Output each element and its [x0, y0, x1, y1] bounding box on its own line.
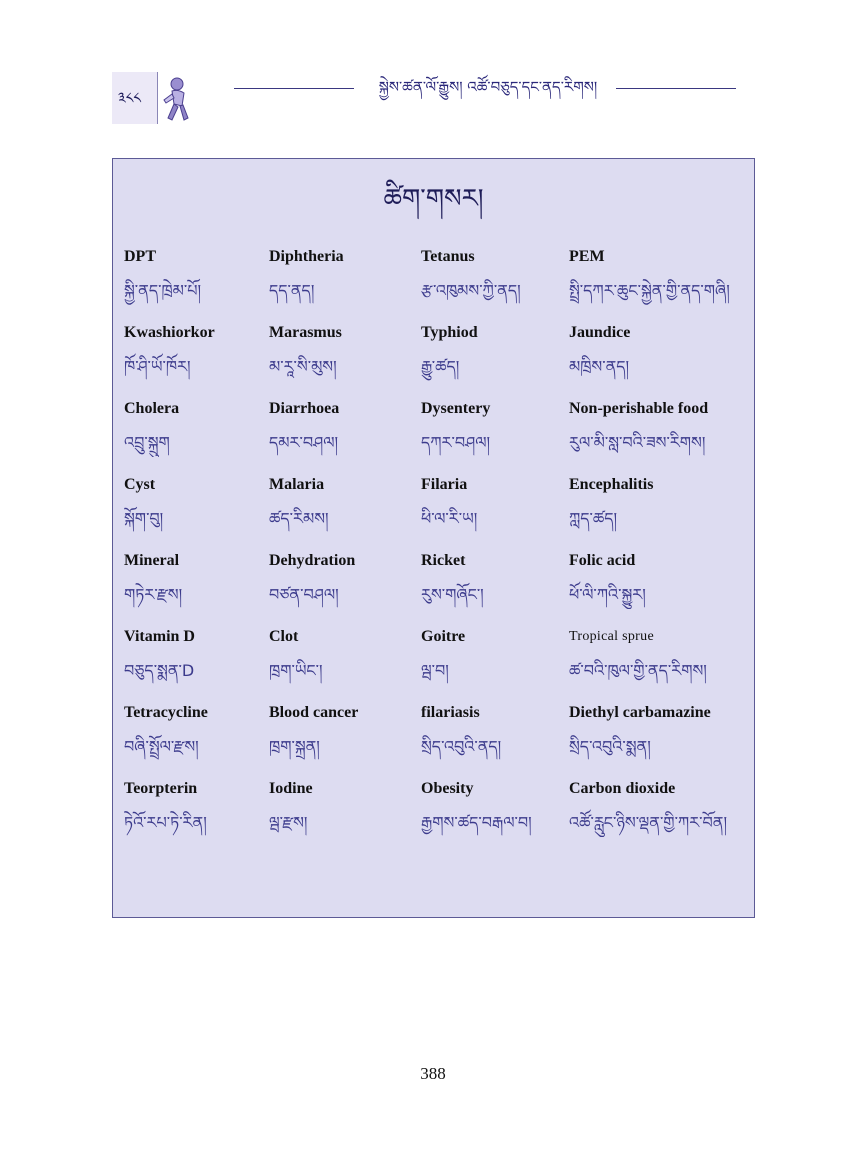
glossary-title: ཚིག་གསར། — [383, 184, 484, 214]
term-tibetan: མཁྲིས་ནད། — [569, 357, 630, 376]
term-english: Encephalitis — [569, 476, 654, 493]
term-english: Folic acid — [569, 552, 636, 569]
term-english: Carbon dioxide — [569, 780, 676, 797]
term-tibetan: ཁྲག་སྐྲན། — [269, 737, 320, 756]
term-english: Dysentery — [421, 400, 491, 417]
runner-figure-icon — [160, 76, 194, 126]
glossary-entry — [124, 627, 269, 703]
glossary-entry — [269, 323, 421, 399]
glossary-entry — [421, 399, 569, 475]
term-tibetan: ཚ་བའི་ཁུལ་གྱི་ནད་རིགས། — [569, 661, 707, 680]
term-english: Diphtheria — [269, 248, 344, 265]
glossary-entry — [269, 399, 421, 475]
glossary-grid — [124, 247, 744, 855]
term-tibetan: སྲིད་འབུའི་སྨན། — [569, 737, 651, 756]
term-tibetan: ཕི་ལ་རི་ཡ། — [421, 509, 478, 528]
term-english: Typhiod — [421, 324, 478, 341]
page-number-tibetan: ༣༨༨ — [118, 89, 141, 107]
term-tibetan: བཞི་སྤྲོལ་རྫས། — [124, 737, 199, 756]
glossary-entry — [569, 247, 744, 323]
term-tibetan: སྐོག་བུ། — [124, 509, 164, 528]
glossary-entry — [421, 779, 569, 855]
term-tibetan: དད་ནད། — [269, 281, 315, 300]
glossary-entry — [269, 247, 421, 323]
term-english: Vitamin D — [124, 628, 195, 645]
term-english: Tetracycline — [124, 704, 208, 721]
term-english: Tropical sprue — [569, 629, 654, 644]
term-english: Filaria — [421, 476, 468, 493]
glossary-entry — [569, 627, 744, 703]
glossary-entry — [269, 475, 421, 551]
glossary-entry — [124, 475, 269, 551]
term-tibetan: རྒྱུ་ཚད། — [421, 357, 460, 376]
term-english: Blood cancer — [269, 704, 359, 721]
term-tibetan: རུལ་མི་སླ་བའི་ཟས་རིགས། — [569, 433, 706, 452]
running-title: སྐྱེས་ཚན་ལོ་རྒྱུས། འཚོ་བཅུད་དང་ནད་རིགས། — [378, 78, 598, 96]
term-tibetan: ཚད་རིམས། — [269, 509, 329, 528]
term-english: filariasis — [421, 704, 480, 721]
term-tibetan: ལྦ་རྫས། — [269, 813, 308, 832]
term-english: DPT — [124, 248, 156, 265]
page-number-tab — [112, 72, 158, 124]
term-tibetan: ཀླད་ཚད། — [569, 509, 618, 528]
term-english: Diarrhoea — [269, 400, 340, 417]
term-tibetan: དམར་བཤལ། — [269, 433, 339, 452]
glossary-entry — [569, 323, 744, 399]
glossary-entry — [269, 779, 421, 855]
term-english: Ricket — [421, 552, 466, 569]
glossary-entry — [569, 779, 744, 855]
term-tibetan: ཏེའོ་རཔ་ཏེ་རིན། — [124, 813, 207, 832]
term-tibetan: རྩ་འཁུམས་ཀྱི་ནད། — [421, 281, 521, 300]
term-tibetan: ཁྲག་ཡིང་། — [269, 661, 323, 680]
page-number: 388 — [420, 1064, 446, 1083]
term-tibetan: གཏེར་རྫས། — [124, 585, 183, 604]
term-tibetan: འཚོ་རླུང་ཉིས་ལྡན་གྱི་ཀར་བོན། — [569, 813, 728, 832]
term-english: Diethyl carbamazine — [569, 704, 711, 721]
glossary-entry — [269, 627, 421, 703]
glossary-entry — [421, 247, 569, 323]
glossary-entry — [569, 399, 744, 475]
term-tibetan: སྐྱི་ནད་ཁྲེམ་པོ། — [124, 281, 202, 300]
header-rule-right — [616, 88, 736, 89]
term-tibetan: དཀར་བཤལ། — [421, 433, 491, 452]
term-tibetan: སྲིད་འབུའི་ནད། — [421, 737, 502, 756]
term-tibetan: བཅུད་སྨན་D — [124, 661, 195, 680]
term-tibetan: རྒྱགས་ཚད་བརྒལ་བ། — [421, 813, 532, 832]
term-english: Tetanus — [421, 248, 475, 265]
term-tibetan: ཕོ་ལི་ཀའི་སྐྱུར། — [569, 585, 646, 604]
glossary-entry — [569, 703, 744, 779]
term-english: Jaundice — [569, 324, 631, 341]
term-tibetan: ལྦ་བ། — [421, 661, 449, 680]
term-tibetan: འབྲུ་སྐྲུག — [124, 433, 170, 452]
term-english: Teorpterin — [124, 780, 198, 797]
term-tibetan: བཙན་བཤལ། — [269, 585, 339, 604]
glossary-entry — [421, 323, 569, 399]
glossary-entry — [124, 551, 269, 627]
glossary-entry — [421, 703, 569, 779]
glossary-entry — [269, 703, 421, 779]
term-tibetan: རུས་གཞོང་། — [421, 585, 484, 604]
term-english: Goitre — [421, 628, 466, 645]
term-english: Clot — [269, 628, 299, 645]
glossary-entry — [569, 475, 744, 551]
term-english: Cholera — [124, 400, 180, 417]
term-english: Non-perishable food — [569, 400, 709, 417]
glossary-entry — [124, 323, 269, 399]
term-tibetan: ཁོ་ཤི་ཡོ་ཁོར། — [124, 357, 191, 376]
glossary-entry — [124, 399, 269, 475]
term-english: Marasmus — [269, 324, 342, 341]
glossary-entry — [124, 779, 269, 855]
glossary-entry — [421, 627, 569, 703]
glossary-entry — [124, 703, 269, 779]
term-tibetan: སྤྲི་དཀར་ཆུང་སྐྱེན་གྱི་ནད་གཞི། — [569, 281, 730, 300]
glossary-panel — [112, 158, 755, 918]
term-english: Cyst — [124, 476, 156, 493]
term-english: Dehydration — [269, 552, 356, 569]
glossary-entry — [124, 247, 269, 323]
term-english: Iodine — [269, 780, 313, 797]
term-english: Kwashiorkor — [124, 324, 215, 341]
term-english: PEM — [569, 248, 605, 265]
glossary-entry — [421, 475, 569, 551]
term-english: Mineral — [124, 552, 180, 569]
header-rule-left — [234, 88, 354, 89]
glossary-entry — [269, 551, 421, 627]
term-english: Malaria — [269, 476, 325, 493]
glossary-entry — [421, 551, 569, 627]
glossary-entry — [569, 551, 744, 627]
term-english: Obesity — [421, 780, 474, 797]
term-tibetan: མ་རཱ་སི་མུས། — [269, 357, 337, 376]
